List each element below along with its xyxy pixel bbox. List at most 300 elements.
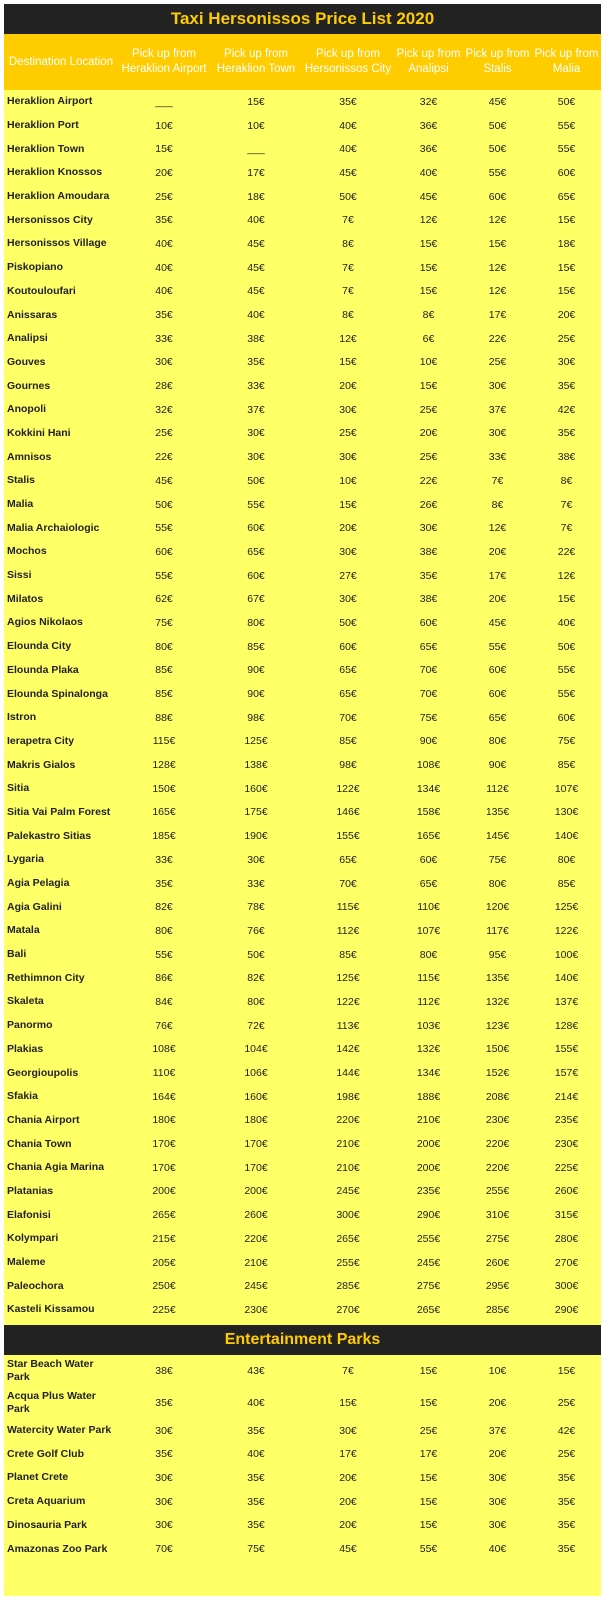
price-cell: 35€: [557, 1543, 576, 1556]
table-row: [4, 208, 601, 232]
price-cell: 17€: [488, 569, 507, 582]
price-cell: 35€: [247, 1424, 265, 1437]
price-cell: 7€: [560, 522, 573, 535]
price-cell: 214€: [554, 1090, 579, 1103]
table-row: [4, 185, 601, 209]
price-cell: 55€: [488, 166, 507, 179]
price-cell: 30€: [247, 451, 265, 464]
table-row: [4, 469, 601, 493]
destination-cell: Elounda City: [7, 640, 72, 653]
price-cell: 15€: [419, 1396, 438, 1409]
table-row: [4, 1466, 601, 1490]
table-header: [4, 34, 601, 90]
price-cell: 80€: [557, 853, 576, 866]
price-cell: 113€: [336, 1019, 360, 1032]
price-cell: 55€: [419, 1543, 438, 1556]
price-cell: 17€: [488, 309, 507, 322]
price-cell: 122€: [554, 924, 579, 937]
table-row: [4, 824, 601, 848]
column-header-stalis: Pick up from Stalis: [465, 48, 530, 75]
price-cell: 35€: [419, 569, 438, 582]
price-cell: 45€: [247, 261, 265, 274]
price-cell: 235€: [416, 1185, 441, 1198]
price-cell: 15€: [419, 1519, 438, 1532]
table-row: [4, 1038, 601, 1062]
price-cell: 25€: [419, 451, 438, 464]
price-cell: 30€: [339, 451, 357, 464]
price-cell: 65€: [247, 545, 265, 558]
table-row: [4, 1355, 601, 1387]
price-cell: 210€: [416, 1114, 441, 1127]
price-cell: 146€: [336, 806, 360, 819]
price-cell: 42€: [557, 1424, 576, 1437]
destination-cell: Milatos: [7, 592, 44, 605]
price-cell: 230€: [554, 1138, 579, 1151]
price-cell: 15€: [557, 1364, 576, 1377]
table-row: [4, 943, 601, 967]
column-header-hersonissos-city: Pick up from Hersonissos City: [304, 48, 392, 75]
price-cell: 25€: [488, 356, 507, 369]
price-cell: 295€: [485, 1280, 510, 1293]
price-cell: 30€: [488, 380, 507, 393]
price-cell: 15€: [339, 356, 357, 369]
price-cell: 300€: [336, 1209, 360, 1222]
price-cell: 165€: [152, 806, 176, 819]
price-cell: 140€: [554, 972, 579, 985]
price-cell: 40€: [247, 309, 265, 322]
price-cell: 255€: [416, 1232, 441, 1245]
price-cell: 106€: [244, 1067, 268, 1080]
price-cell: 7€: [342, 285, 354, 298]
price-cell: 170€: [152, 1138, 176, 1151]
price-cell: 175€: [244, 806, 268, 819]
destination-cell: Rethimnon City: [7, 971, 85, 984]
price-cell: 115€: [336, 901, 360, 914]
table-row: [4, 1387, 601, 1419]
price-cell: 200€: [416, 1138, 441, 1151]
price-cell: 25€: [557, 1396, 576, 1409]
destination-cell: Heraklion Port: [7, 119, 79, 132]
price-cell: 260€: [244, 1209, 268, 1222]
price-cell: 65€: [339, 853, 357, 866]
price-cell: 75€: [488, 853, 507, 866]
price-cell: 32€: [419, 95, 438, 108]
price-cell: 60€: [247, 569, 265, 582]
price-cell: 150€: [485, 1043, 510, 1056]
price-cell: 20€: [488, 593, 507, 606]
table-row: [4, 966, 601, 990]
price-cell: 15€: [419, 237, 438, 250]
price-cell: 108€: [416, 759, 441, 772]
price-cell: 10€: [419, 356, 438, 369]
price-cell: 78€: [247, 901, 265, 914]
price-cell: 40€: [155, 261, 173, 274]
price-cell: 20€: [339, 522, 357, 535]
price-cell: 37€: [488, 403, 507, 416]
price-cell: 18€: [557, 237, 576, 250]
price-cell: 20€: [488, 545, 507, 558]
price-cell: 270€: [554, 1256, 579, 1269]
destination-cell: Watercity Water Park: [7, 1424, 112, 1437]
price-cell: 138€: [244, 759, 268, 772]
price-cell: 30€: [339, 545, 357, 558]
price-cell: 108€: [152, 1043, 176, 1056]
table-row: [4, 1180, 601, 1204]
price-cell: 140€: [554, 830, 579, 843]
price-cell: 82€: [247, 972, 265, 985]
table-row: [4, 587, 601, 611]
price-cell: 8€: [491, 498, 504, 511]
destination-cell: Dinosauria Park: [7, 1518, 87, 1531]
price-cell: 65€: [488, 711, 507, 724]
price-cell: 12€: [488, 261, 507, 274]
price-cell: 20€: [155, 166, 173, 179]
destination-cell: Ierapetra City: [7, 734, 75, 747]
price-cell: 27€: [339, 569, 357, 582]
table-row: [4, 895, 601, 919]
price-cell: 210€: [244, 1256, 268, 1269]
destination-cell: Anopoli: [7, 403, 47, 416]
price-cell: 35€: [557, 1495, 576, 1508]
table-row: [4, 659, 601, 683]
price-cell: 245€: [336, 1185, 360, 1198]
price-cell: 134€: [416, 1067, 441, 1080]
price-cell: 70€: [339, 711, 357, 724]
price-cell: 17€: [247, 166, 265, 179]
price-cell: 210€: [336, 1161, 360, 1174]
price-cell: 205€: [152, 1256, 176, 1269]
table-row: [4, 351, 601, 375]
price-cell: 142€: [336, 1043, 360, 1056]
price-cell: 12€: [488, 285, 507, 298]
price-cell: 86€: [155, 972, 173, 985]
price-cell: 200€: [416, 1161, 441, 1174]
price-cell: 115€: [152, 735, 176, 748]
price-cell: 122€: [336, 995, 360, 1008]
destination-cell: Kasteli Kissamou: [7, 1303, 95, 1316]
destination-cell: Platanias: [7, 1184, 54, 1197]
table-row: [4, 1514, 601, 1538]
destination-cell: Chania Agia Marina: [7, 1161, 105, 1174]
price-cell: 40€: [155, 285, 173, 298]
destination-cell: Crete Golf Club: [7, 1447, 85, 1460]
price-cell: 12€: [557, 569, 576, 582]
price-cell: 55€: [155, 522, 173, 535]
price-cell: 85€: [247, 640, 265, 653]
table-row: [4, 114, 601, 138]
price-cell: 220€: [485, 1138, 510, 1151]
price-cell: 10€: [155, 119, 173, 132]
price-cell: 38€: [247, 332, 265, 345]
price-cell: 85€: [557, 759, 576, 772]
price-cell: 198€: [336, 1090, 360, 1103]
price-cell: 208€: [485, 1090, 510, 1103]
destination-cell: Heraklion Town: [7, 142, 85, 155]
price-cell: 55€: [155, 948, 173, 961]
price-cell: 45€: [247, 285, 265, 298]
price-cell: 40€: [247, 1396, 265, 1409]
price-cell: 35€: [557, 427, 576, 440]
price-cell: 85€: [155, 664, 173, 677]
price-cell: 25€: [419, 403, 438, 416]
price-cell: 150€: [152, 782, 176, 795]
price-cell: 125€: [244, 735, 268, 748]
price-cell: 230€: [244, 1303, 268, 1316]
destination-cell: Mochos: [7, 545, 47, 558]
table-row: [4, 564, 601, 588]
price-cell: 55€: [557, 664, 576, 677]
price-cell: 8€: [560, 474, 573, 487]
price-cell: 265€: [152, 1209, 176, 1222]
price-cell: 117€: [486, 924, 509, 937]
price-cell: 60€: [557, 711, 576, 724]
price-cell: 20€: [419, 427, 438, 440]
table-row: [4, 1419, 601, 1443]
price-cell: 80€: [155, 640, 173, 653]
destination-cell: Analipsi: [7, 332, 48, 345]
price-cell: 123€: [485, 1019, 510, 1032]
price-cell: 30€: [155, 356, 173, 369]
price-cell: 70€: [419, 688, 438, 701]
destination-cell: Piskopiano: [7, 261, 64, 274]
price-cell: 80€: [247, 616, 265, 629]
price-cell: 225€: [554, 1161, 579, 1174]
price-cell: 50€: [557, 95, 576, 108]
price-cell: 20€: [488, 1448, 507, 1461]
table-row: [4, 1203, 601, 1227]
column-header-analipsi: Pick up from Analipsi: [396, 48, 461, 75]
destination-cell: Anissaras: [7, 308, 58, 321]
price-cell: 80€: [247, 995, 265, 1008]
price-cell: 122€: [336, 782, 360, 795]
destination-cell: Chania Airport: [7, 1113, 80, 1126]
price-cell: 65€: [339, 664, 357, 677]
price-cell: 50€: [557, 640, 576, 653]
price-cell: 35€: [247, 1519, 265, 1532]
price-cell: 245€: [244, 1280, 268, 1293]
destination-cell: Gouves: [7, 355, 46, 368]
price-cell: 120€: [485, 901, 510, 914]
destination-cell: Heraklion Amoudara: [7, 190, 110, 203]
price-cell: 12€: [488, 214, 507, 227]
table-row: [4, 1227, 601, 1251]
price-cell: 55€: [155, 569, 173, 582]
destination-cell: Georgioupolis: [7, 1066, 79, 1079]
table-row: [4, 801, 601, 825]
price-cell: 30€: [557, 356, 576, 369]
price-cell: 55€: [557, 688, 576, 701]
destination-cell: Sissi: [7, 569, 32, 582]
destination-cell: Amnisos: [7, 450, 52, 463]
destination-cell: Creta Aquarium: [7, 1495, 86, 1508]
price-cell: 50€: [339, 190, 357, 203]
price-cell: 85€: [339, 948, 357, 961]
price-cell: 55€: [247, 498, 265, 511]
table-row: [4, 1109, 601, 1133]
destination-cell: Agios Nikolaos: [7, 616, 83, 629]
price-cell: 200€: [152, 1185, 176, 1198]
destination-cell: Agia Galini: [7, 900, 62, 913]
price-cell: 38€: [419, 545, 438, 558]
price-cell: 65€: [419, 640, 438, 653]
table-row: [4, 611, 601, 635]
price-cell: 15€: [419, 1364, 438, 1377]
price-cell: 134€: [416, 782, 441, 795]
price-cell: 17€: [419, 1448, 438, 1461]
price-cell: 40€: [247, 1448, 265, 1461]
price-cell: 35€: [247, 1471, 265, 1484]
price-cell: 50€: [488, 143, 507, 156]
destination-cell: Hersonissos Village: [7, 237, 107, 250]
price-cell: 285€: [336, 1280, 360, 1293]
price-cell: 38€: [557, 451, 576, 464]
price-cell: 15€: [557, 214, 576, 227]
destination-cell: Sitia Vai Palm Forest: [7, 805, 111, 818]
price-cell: 10€: [247, 119, 265, 132]
price-cell: 230€: [485, 1114, 510, 1127]
price-cell: 110€: [152, 1067, 176, 1080]
column-header-heraklion-airport: Pick up from Heraklion Airport: [121, 48, 207, 75]
price-cell: 8€: [342, 309, 354, 322]
price-cell: 315€: [554, 1209, 579, 1222]
price-cell: 43€: [247, 1364, 265, 1377]
price-cell: 30€: [488, 1471, 507, 1484]
price-cell: 125€: [336, 972, 360, 985]
price-cell: 8€: [422, 309, 435, 322]
destination-cell: Agia Pelagia: [7, 877, 70, 890]
price-cell: 107€: [554, 782, 579, 795]
price-cell: 38€: [419, 593, 438, 606]
price-cell: 160€: [244, 1090, 268, 1103]
price-cell: 15€: [339, 498, 357, 511]
price-cell: 7€: [342, 1364, 354, 1377]
price-cell: 137€: [554, 995, 579, 1008]
price-cell: 15€: [419, 1471, 438, 1484]
price-cell: 188€: [416, 1090, 441, 1103]
price-cell: 12€: [339, 332, 357, 345]
price-cell: 170€: [244, 1138, 268, 1151]
price-cell: 107€: [416, 924, 441, 937]
table-row: [4, 730, 601, 754]
price-cell: 210€: [336, 1138, 360, 1151]
table-row: [4, 516, 601, 540]
destination-cell: Amazonas Zoo Park: [7, 1542, 108, 1555]
price-cell: 30€: [488, 1519, 507, 1532]
price-cell: 30€: [339, 1424, 357, 1437]
price-cell: 76€: [155, 1019, 173, 1032]
price-cell: 185€: [152, 830, 176, 843]
price-cell: 40€: [339, 119, 357, 132]
price-cell: 100€: [554, 948, 579, 961]
price-cell: 55€: [557, 143, 576, 156]
price-cell: 170€: [152, 1161, 176, 1174]
table-row: [4, 161, 601, 185]
entertainment-park-rows: [4, 1355, 601, 1561]
price-cell: 255€: [336, 1256, 360, 1269]
destination-rows: [4, 90, 601, 1322]
price-cell: 255€: [485, 1185, 510, 1198]
price-cell: 90€: [488, 759, 507, 772]
price-cell: 75€: [155, 616, 173, 629]
price-cell: 20€: [339, 1471, 357, 1484]
price-cell: 112€: [336, 924, 360, 937]
price-cell: 60€: [488, 664, 507, 677]
price-cell: 25€: [557, 1448, 576, 1461]
price-cell: 25€: [419, 1424, 438, 1437]
price-cell: 15€: [339, 1396, 357, 1409]
price-cell: 7€: [342, 261, 354, 274]
price-cell: 7€: [342, 214, 354, 227]
price-cell: 22€: [155, 451, 173, 464]
price-cell: 22€: [419, 474, 438, 487]
price-cell: 76€: [247, 924, 265, 937]
price-cell: 35€: [339, 95, 357, 108]
table-row: [4, 990, 601, 1014]
price-cell: 98€: [247, 711, 265, 724]
price-cell: 300€: [554, 1280, 579, 1293]
price-cell: 45€: [419, 190, 438, 203]
price-cell: 10€: [339, 474, 357, 487]
price-cell: 75€: [247, 1543, 265, 1556]
price-cell: 30€: [339, 403, 357, 416]
price-cell: 50€: [488, 119, 507, 132]
destination-cell: Bali: [7, 948, 27, 961]
price-cell: 90€: [247, 664, 265, 677]
destination-cell: Gournes: [7, 379, 51, 392]
table-row: [4, 872, 601, 896]
price-cell: 103€: [416, 1019, 441, 1032]
price-cell: 15€: [419, 380, 438, 393]
price-cell: 45€: [339, 1543, 357, 1556]
price-cell: 80€: [419, 948, 438, 961]
destination-cell: Elafonisi: [7, 1208, 51, 1221]
price-cell: 112€: [417, 995, 440, 1008]
table-row: [4, 1061, 601, 1085]
price-cell: 215€: [152, 1232, 176, 1245]
price-cell: 157€: [554, 1067, 579, 1080]
price-cell: 35€: [155, 1448, 173, 1461]
price-cell: 72€: [247, 1019, 265, 1032]
price-cell: ___: [155, 95, 173, 108]
column-header-destination: Destination Location: [8, 55, 114, 68]
price-cell: 60€: [557, 166, 576, 179]
price-cell: 55€: [488, 640, 507, 653]
destination-cell: Sitia: [7, 782, 30, 795]
price-cell: 32€: [155, 403, 173, 416]
table-row: [4, 777, 601, 801]
price-cell: 220€: [244, 1232, 268, 1245]
price-cell: 60€: [155, 545, 173, 558]
price-cell: 290€: [554, 1303, 579, 1316]
price-cell: 35€: [557, 1471, 576, 1484]
destination-cell: Kolympari: [7, 1232, 59, 1245]
price-cell: 33€: [247, 877, 265, 890]
table-title: Taxi Hersonissos Price List 2020: [4, 4, 601, 34]
price-cell: 130€: [554, 806, 579, 819]
table-row: [4, 90, 601, 114]
table-row: [4, 493, 601, 517]
destination-cell: Sfakia: [7, 1090, 38, 1103]
price-cell: 275€: [485, 1232, 510, 1245]
destination-cell: Stalis: [7, 474, 36, 487]
price-cell: 20€: [339, 1495, 357, 1508]
price-cell: 84€: [155, 995, 173, 1008]
price-cell: 145€: [485, 830, 510, 843]
destination-cell: Matala: [7, 924, 40, 937]
price-cell: 70€: [339, 877, 357, 890]
destination-cell: Skaleta: [7, 995, 44, 1008]
price-cell: 42€: [557, 403, 576, 416]
